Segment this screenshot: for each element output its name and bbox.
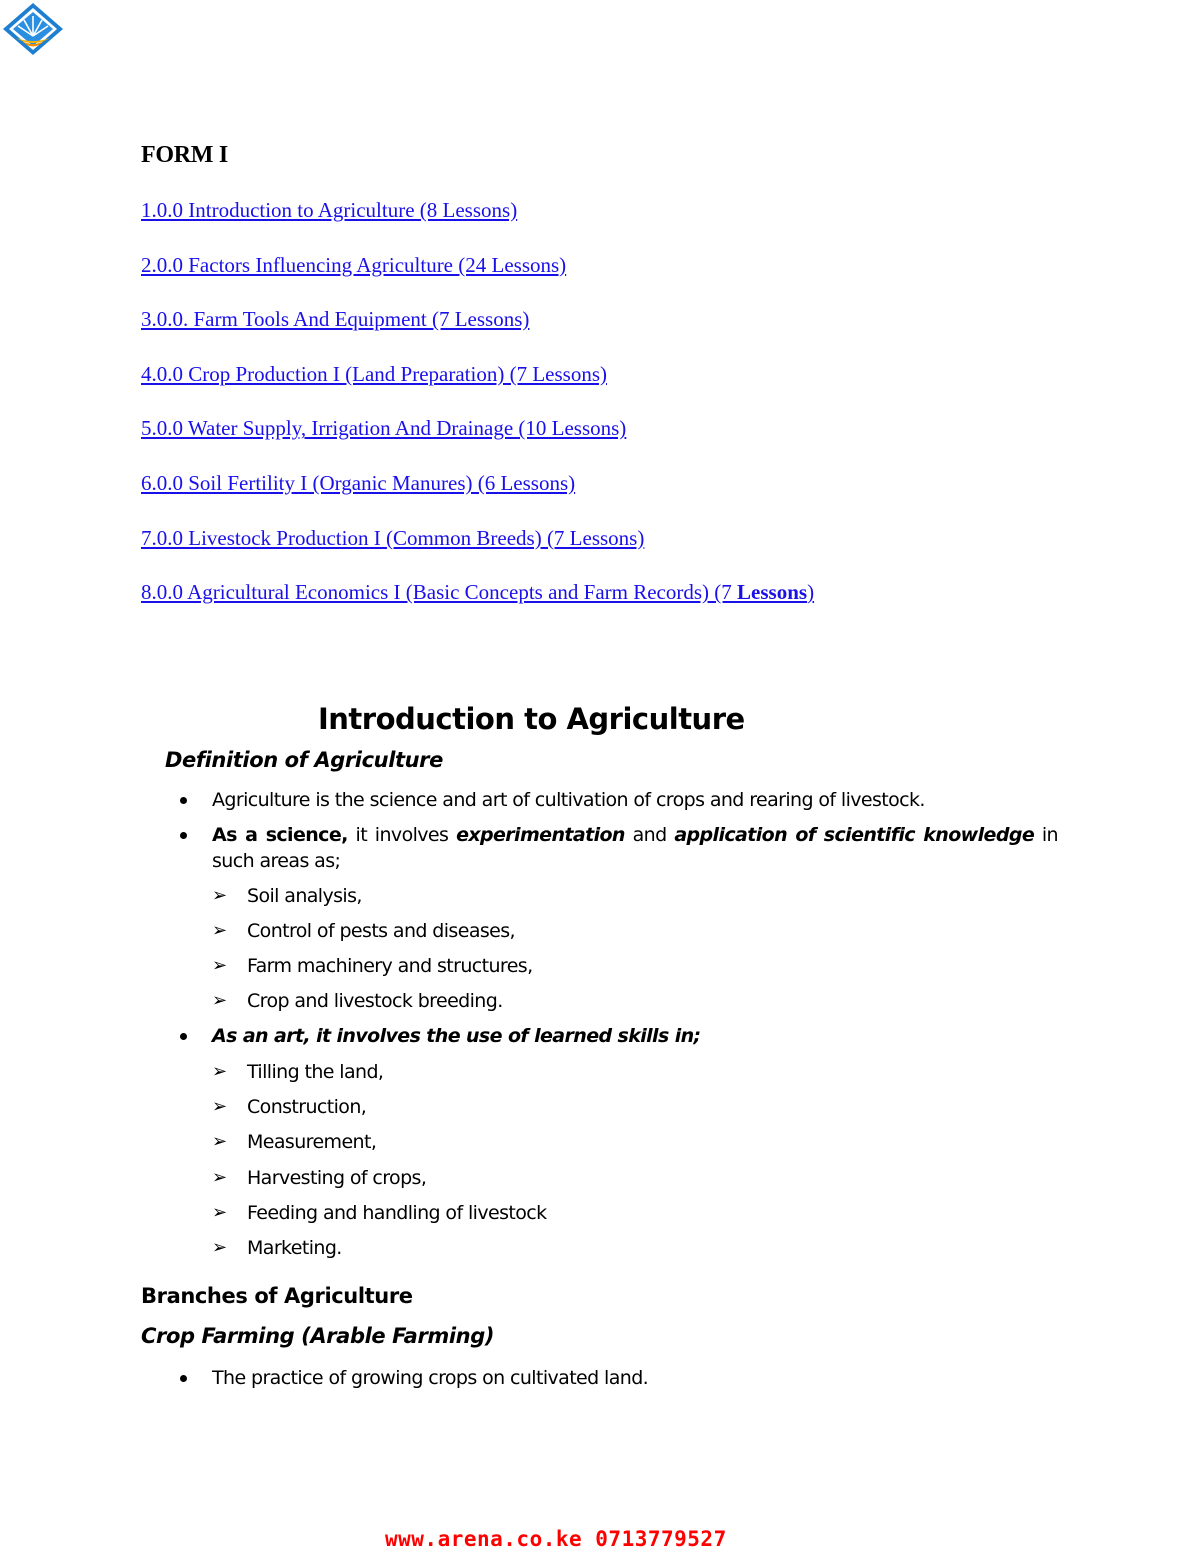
arrow-bullet-icon: ➢	[212, 1202, 227, 1223]
arrow-bullet-icon: ➢	[212, 990, 227, 1011]
arrow-bullet-icon: ➢	[212, 885, 227, 906]
toc-link-2[interactable]: 2.0.0 Factors Influencing Agriculture (24 Lessons)	[141, 252, 567, 277]
arrow-bullet-icon: ➢	[212, 1131, 227, 1152]
science-bullet-emph1: experimentation	[456, 824, 625, 846]
list-item	[212, 1059, 384, 1085]
science-bullet	[212, 822, 1058, 874]
toc-item	[141, 580, 814, 635]
list-item-text: Harvesting of crops,	[247, 1167, 427, 1189]
toc-link-7[interactable]: 7.0.0 Livestock Production I (Common Breeds) (7 Lessons)	[141, 525, 645, 550]
list-item-text: Control of pests and diseases,	[247, 920, 515, 942]
science-bullet-lead: As a science,	[212, 824, 348, 846]
art-bullet: As an art, it involves the use of learned skills in;	[212, 1025, 701, 1047]
list-item	[212, 1165, 427, 1191]
toc-item	[141, 471, 814, 526]
definition-subheading: Definition of Agriculture	[165, 748, 443, 772]
toc-link-1[interactable]: 1.0.0 Introduction to Agriculture (8 Lessons)	[141, 198, 518, 222]
toc-link-4[interactable]: 4.0.0 Crop Production I (Land Preparation) (7 Lessons)	[141, 361, 607, 386]
arrow-bullet-icon: ➢	[212, 1167, 227, 1188]
list-item-text: Measurement,	[247, 1131, 377, 1153]
arrow-bullet-icon: ➢	[212, 1061, 227, 1082]
toc-link-8-text: 8.0.0 Agricultural Economics I (Basic Concepts and Farm Records) (7	[141, 580, 738, 605]
list-item	[212, 1129, 377, 1155]
toc-item	[141, 362, 814, 417]
definition-bullet: Agriculture is the science and art of cultivation of crops and rearing of livestock.	[212, 789, 925, 811]
list-item-text: Tilling the land,	[247, 1061, 384, 1083]
science-bullet-text3: in such areas as;	[212, 824, 1058, 872]
arrow-bullet-icon: ➢	[212, 1237, 227, 1258]
footer-contact: www.arena.co.ke 0713779527	[385, 1527, 727, 1551]
toc-item	[141, 198, 814, 253]
list-item	[212, 1200, 547, 1226]
arrow-bullet-icon: ➢	[212, 955, 227, 976]
list-item-text: Soil analysis,	[247, 885, 362, 907]
arrow-bullet-icon: ➢	[212, 920, 227, 941]
list-item	[212, 953, 533, 979]
list-item	[212, 1235, 342, 1261]
list-item	[212, 918, 515, 944]
list-item	[212, 988, 503, 1014]
diamond-logo-icon	[2, 2, 64, 56]
toc-link-5[interactable]: 5.0.0 Water Supply, Irrigation And Drainage (10 Lessons)	[141, 416, 627, 441]
list-item-text: Construction,	[247, 1096, 367, 1118]
crop-farming-heading: Crop Farming (Arable Farming)	[141, 1324, 495, 1348]
list-item-text: Marketing.	[247, 1237, 342, 1259]
toc-item	[141, 307, 814, 362]
science-bullet-text2: and	[624, 824, 675, 846]
toc-link-8[interactable]	[141, 580, 814, 604]
toc-link-3[interactable]: 3.0.0. Farm Tools And Equipment (7 Lessons)	[141, 307, 530, 332]
toc-link-6[interactable]: 6.0.0 Soil Fertility I (Organic Manures) (6 Lessons)	[141, 470, 576, 495]
science-bullet-text: it involves	[347, 824, 457, 846]
science-bullet-emph2: application of scientific knowledge	[674, 824, 1035, 846]
form-title: FORM I	[141, 142, 228, 168]
list-item	[212, 1094, 367, 1120]
list-item-text: Farm machinery and structures,	[247, 955, 533, 977]
toc-item	[141, 416, 814, 471]
toc-item	[141, 253, 814, 308]
arrow-bullet-icon: ➢	[212, 1096, 227, 1117]
list-item-text: Crop and livestock breeding.	[247, 990, 503, 1012]
list-item	[212, 883, 362, 909]
crop-farming-bullet: The practice of growing crops on cultivated land.	[212, 1367, 649, 1389]
toc-link-8-tail: )	[807, 580, 815, 605]
toc-link-8-bold: Lessons	[737, 580, 808, 605]
toc-list	[141, 198, 814, 635]
page-heading: Introduction to Agriculture	[318, 702, 745, 736]
toc-item	[141, 526, 814, 581]
list-item-text: Feeding and handling of livestock	[247, 1202, 547, 1224]
branches-heading: Branches of Agriculture	[141, 1284, 413, 1308]
